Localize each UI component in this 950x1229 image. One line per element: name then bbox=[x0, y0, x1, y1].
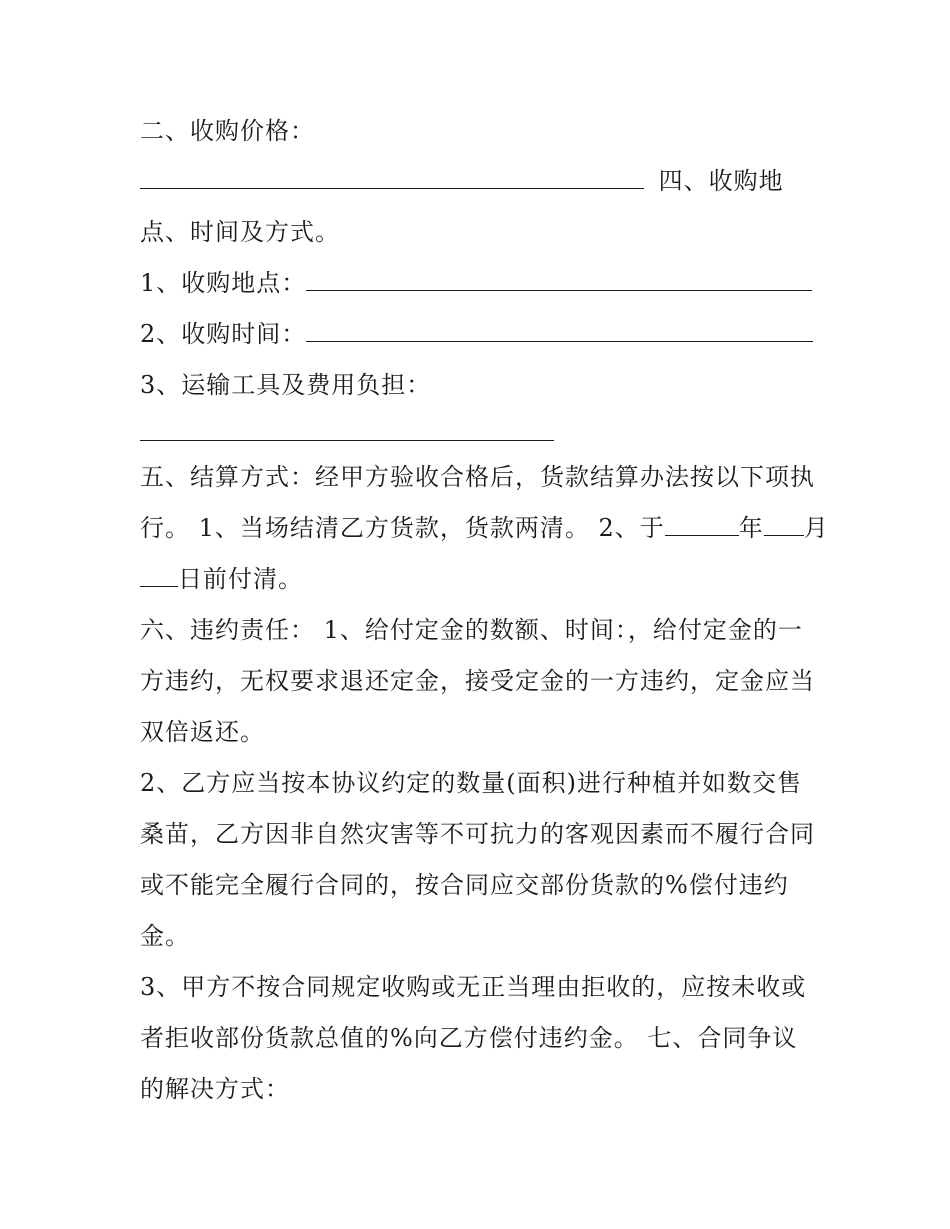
clause-3-line-1: 3、甲方不按合同规定收购或无正当理由拒收的，应按未收或 bbox=[140, 973, 807, 1001]
section-5-settlement: 五、结算方式：经甲方验收合格后，货款结算办法按以下项执 bbox=[140, 463, 815, 491]
transport-row: 3、运输工具及费用负担： bbox=[140, 371, 432, 399]
section-4-continued: 点、时间及方式。 bbox=[140, 218, 340, 246]
month-blank[interactable] bbox=[764, 513, 804, 536]
clause-2-line-4: 金。 bbox=[140, 922, 190, 950]
purchase-location-row: 1、收购地点： bbox=[140, 268, 812, 298]
purchase-time-row: 2、收购时间： bbox=[140, 319, 813, 349]
clause-2-line-3: 或不能完全履行合同的，按合同应交部份货款的%偿付违约 bbox=[140, 871, 789, 899]
transport-blank[interactable] bbox=[140, 418, 554, 441]
liability-line-2: 方违约，无权要求退还定金，接受定金的一方违约，定金应当 bbox=[140, 667, 815, 695]
clause-2-line-1: 2、乙方应当按本协议约定的数量(面积)进行种植并如数交售 bbox=[140, 769, 802, 797]
clause-2-line-2: 桑苗，乙方因非自然灾害等不可抗力的客观因素而不履行合同 bbox=[140, 820, 815, 848]
purchase-time-blank[interactable] bbox=[306, 319, 813, 342]
liability-line-3: 双倍返还。 bbox=[140, 718, 265, 746]
settlement-date-row: 日前付清。 bbox=[140, 564, 303, 594]
clause-3-line-2: 者拒收部份货款总值的%向乙方偿付违约金。 七、合同争议 bbox=[140, 1024, 798, 1052]
settlement-options-row: 行。 1、当场结清乙方货款，货款两清。 2、于 年 月 bbox=[140, 514, 829, 542]
section-6-liability: 六、违约责任： 1、给付定金的数额、时间：，给付定金的一 bbox=[140, 616, 803, 644]
transport-blank-line bbox=[140, 418, 554, 448]
year-blank[interactable] bbox=[665, 513, 739, 536]
section-2-price: 二、收购价格： bbox=[140, 117, 315, 145]
section-7-dispute: 的解决方式： bbox=[140, 1075, 290, 1103]
price-blank[interactable] bbox=[140, 166, 644, 189]
price-blank-line: 四、收购地 bbox=[140, 166, 784, 196]
day-blank[interactable] bbox=[140, 564, 178, 587]
purchase-location-blank[interactable] bbox=[306, 268, 812, 291]
